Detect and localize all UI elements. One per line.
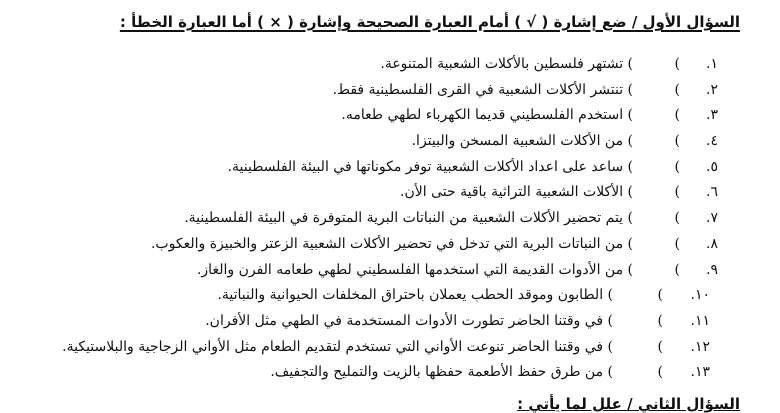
question-text: ) من النباتات البرية التي تدخل في تحضير الأكلات الشعبية الزعتر والخبيزة والعكوب. — [150, 235, 633, 252]
question-item — [0, 129, 780, 155]
question-number: .٦ — [706, 184, 718, 201]
question-number: .١ — [706, 56, 718, 72]
question-item — [0, 103, 780, 129]
answer-box-open-paren[interactable]: ( — [674, 184, 680, 201]
answer-box-open-paren[interactable]: ( — [657, 364, 663, 381]
answer-box-open-paren[interactable]: ( — [674, 261, 680, 278]
question-item — [0, 232, 780, 258]
question-item — [0, 283, 780, 309]
question-text: ) تشتهر فلسطين بالأكلات الشعبية المتنوعة. — [380, 56, 633, 72]
question-number: .١٢ — [690, 338, 710, 355]
question-number: .٢ — [706, 81, 718, 98]
question-text: ) من الأكلات الشعبية المسخن والبيتزا. — [411, 133, 633, 150]
answer-box-open-paren[interactable]: ( — [674, 107, 680, 124]
question-number: .٩ — [706, 261, 718, 278]
question-item — [0, 52, 780, 78]
question-number: .١٠ — [690, 287, 710, 304]
question-text: ) تنتشر الأكلات الشعبية في القرى الفلسطينية فقط. — [332, 81, 633, 98]
question-number: .٧ — [706, 210, 718, 227]
question-item — [0, 309, 780, 335]
section-2-heading: السؤال الثاني / علل لما يأتي : — [517, 395, 740, 413]
answer-box-open-paren[interactable]: ( — [674, 56, 680, 72]
question-item — [0, 155, 780, 181]
answer-box-open-paren[interactable]: ( — [674, 81, 680, 98]
answer-box-open-paren[interactable]: ( — [674, 210, 680, 227]
question-text: ) في وقتنا الحاضر تطورت الأدوات المستخدمة في الطهي مثل الأفران. — [205, 312, 613, 329]
question-text: ) من طرق حفظ الأطعمة حفظها بالزيت والتمليح والتجفيف. — [270, 364, 613, 381]
question-text: ) من الأدوات القديمة التي استخدمها الفلسطيني لطهي طعامه الفرن والغاز. — [196, 261, 633, 278]
question-text: ) في وقتنا الحاضر تنوعت الأواني التي تستخدم لتقديم الطعام مثل الأواني الزجاجية والبلاستيكية. — [62, 338, 613, 355]
answer-box-open-paren[interactable]: ( — [674, 235, 680, 252]
question-text: ) استخدم الفلسطيني قديما الكهرباء لطهي طعامه. — [341, 107, 633, 124]
question-item — [0, 180, 780, 206]
answer-box-open-paren[interactable]: ( — [657, 287, 663, 304]
question-item — [0, 335, 780, 361]
question-number: .٥ — [706, 158, 718, 175]
question-item — [0, 360, 780, 386]
question-item — [0, 206, 780, 232]
question-text: ) ساعد على اعداد الأكلات الشعبية توفر مكوناتها في البيئة الفلسطينية. — [227, 158, 633, 175]
question-text: ) الطابون وموقد الحطب يعملان باحتراق المخلفات الحيوانية والنباتية. — [217, 287, 613, 304]
question-item — [0, 78, 780, 104]
question-number: .٤ — [706, 133, 718, 150]
question-text: ) يتم تحضير الأكلات الشعبية من النباتات البرية المتوفرة في البيئة الفلسطينية. — [184, 210, 633, 227]
answer-box-open-paren[interactable]: ( — [674, 133, 680, 150]
question-text: ) الأكلات الشعبية التراثية باقية حتى الأن. — [400, 184, 633, 201]
question-number: .٣ — [706, 107, 718, 124]
question-item — [0, 258, 780, 284]
answer-box-open-paren[interactable]: ( — [657, 338, 663, 355]
question-number: .١١ — [690, 312, 710, 329]
answer-box-open-paren[interactable]: ( — [657, 312, 663, 329]
section-1-heading: السؤال الأول / ضع إشارة ( √ ) أمام العبارة الصحيحة وإشارة ( × ) أما العبارة الخطأ : — [119, 13, 740, 31]
question-number: .١٣ — [690, 364, 710, 381]
answer-box-open-paren[interactable]: ( — [674, 158, 680, 175]
question-list — [0, 52, 780, 386]
question-number: .٨ — [706, 235, 718, 252]
